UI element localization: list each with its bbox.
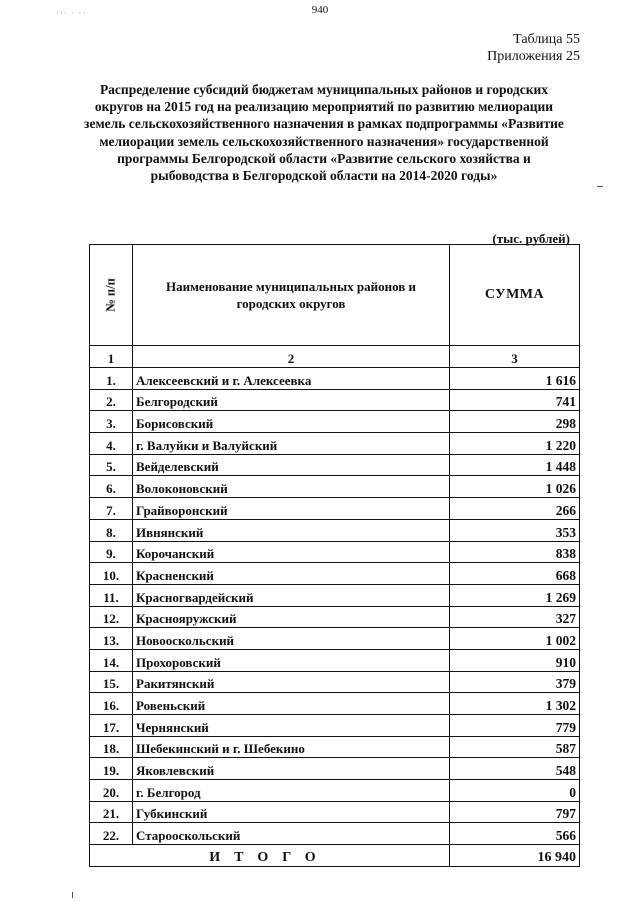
column-index: 1 — [90, 346, 133, 368]
table-row — [90, 671, 580, 693]
subsidy-amount: 327 — [450, 606, 580, 628]
table-row — [90, 823, 580, 845]
subsidy-amount: 266 — [450, 498, 580, 520]
table-row — [90, 736, 580, 758]
district-name: Корочанский — [133, 541, 450, 563]
table-row — [90, 628, 580, 650]
row-number: 22. — [90, 823, 133, 845]
column-index: 3 — [450, 346, 580, 368]
district-name: Красногвардейский — [133, 584, 450, 606]
appendix-label: Приложения 25 — [487, 49, 580, 64]
units-label: (тыс. рублей) — [492, 231, 570, 246]
subsidy-amount: 1 448 — [450, 454, 580, 476]
district-name: Краснояружский — [133, 606, 450, 628]
row-number: 2. — [90, 389, 133, 411]
total-sum: 16 940 — [450, 845, 580, 867]
table-row — [90, 541, 580, 563]
subsidy-amount: 587 — [450, 736, 580, 758]
subsidy-amount: 797 — [450, 801, 580, 823]
row-number: 8. — [90, 519, 133, 541]
column-index-row — [90, 346, 580, 368]
row-number: 11. — [90, 584, 133, 606]
subsidy-amount: 668 — [450, 563, 580, 585]
row-number: 15. — [90, 671, 133, 693]
table-body — [90, 368, 580, 845]
district-name: Ровеньский — [133, 693, 450, 715]
subsidy-amount: 1 002 — [450, 628, 580, 650]
table-row — [90, 801, 580, 823]
row-number: 7. — [90, 498, 133, 520]
row-number: 13. — [90, 628, 133, 650]
table-row — [90, 454, 580, 476]
subsidy-amount: 379 — [450, 671, 580, 693]
district-name: Вейделевский — [133, 454, 450, 476]
district-name: Новооскольский — [133, 628, 450, 650]
table-row — [90, 389, 580, 411]
subsidy-amount: 1 616 — [450, 368, 580, 390]
table-row — [90, 758, 580, 780]
district-name: Шебекинский и г. Шебекино — [133, 736, 450, 758]
district-name: г. Белгород — [133, 780, 450, 802]
table-row — [90, 368, 580, 390]
page-number: 940 — [311, 4, 329, 16]
table-header-row — [90, 245, 580, 346]
total-row — [90, 845, 580, 867]
subsidy-amount: 779 — [450, 715, 580, 737]
subsidy-amount: 1 302 — [450, 693, 580, 715]
row-number: 12. — [90, 606, 133, 628]
row-number: 5. — [90, 454, 133, 476]
row-number: 3. — [90, 411, 133, 433]
subsidy-amount: 566 — [450, 823, 580, 845]
row-number: 16. — [90, 693, 133, 715]
subsidy-amount: 1 220 — [450, 433, 580, 455]
table-label: Таблица 55 — [513, 32, 580, 47]
table-row — [90, 411, 580, 433]
row-number: 19. — [90, 758, 133, 780]
scan-mark — [597, 186, 603, 187]
row-number: 9. — [90, 541, 133, 563]
row-number: 18. — [90, 736, 133, 758]
table-row — [90, 584, 580, 606]
subsidy-amount: 1 269 — [450, 584, 580, 606]
row-number: 1. — [90, 368, 133, 390]
row-number: 20. — [90, 780, 133, 802]
district-name: Губкинский — [133, 801, 450, 823]
district-name: Ивнянский — [133, 519, 450, 541]
subsidy-amount: 741 — [450, 389, 580, 411]
subsidy-amount: 298 — [450, 411, 580, 433]
subsidy-table — [89, 244, 580, 867]
table-row — [90, 498, 580, 520]
table-row — [90, 780, 580, 802]
row-number: 4. — [90, 433, 133, 455]
table-row — [90, 649, 580, 671]
table-row — [90, 563, 580, 585]
district-name: Алексеевский и г. Алексеевка — [133, 368, 450, 390]
table-row — [90, 715, 580, 737]
district-name: Красненский — [133, 563, 450, 585]
subsidy-amount: 838 — [450, 541, 580, 563]
scan-marks: ··· · ·· — [56, 8, 87, 18]
row-number: 6. — [90, 476, 133, 498]
district-name: Старооскольский — [133, 823, 450, 845]
district-name: Грайворонский — [133, 498, 450, 520]
district-name: г. Валуйки и Валуйский — [133, 433, 450, 455]
district-name: Прохоровский — [133, 649, 450, 671]
column-header-number-label: № п/п — [103, 278, 118, 312]
district-name: Белгородский — [133, 389, 450, 411]
column-header-sum: СУММА — [450, 245, 580, 346]
table-reference — [487, 31, 580, 65]
row-number: 21. — [90, 801, 133, 823]
table-row — [90, 693, 580, 715]
column-header-name: Наименование муниципальных районов и городских округов — [133, 245, 450, 346]
subsidy-amount: 910 — [450, 649, 580, 671]
document-title: Распределение субсидий бюджетам муниципальных районов и городских округов на 2015 год на реализацию мероприятий по развитию мелиорации земель сельскохозяйственного назначения в рамках подпрограммы «Развитие мелиорации земель сельскохозяйственного назначения» государственной программы Белгородской области «Развитие сельского хозяйства и рыбоводства в Белгородской области на 2014-2020 годы» — [84, 82, 564, 184]
table-row — [90, 519, 580, 541]
table-row — [90, 476, 580, 498]
district-name: Волоконовский — [133, 476, 450, 498]
total-label: ИТОГО — [90, 845, 450, 867]
subsidy-amount: 0 — [450, 780, 580, 802]
column-header-number — [90, 245, 133, 346]
scan-mark — [72, 892, 73, 898]
subsidy-amount: 1 026 — [450, 476, 580, 498]
row-number: 14. — [90, 649, 133, 671]
row-number: 17. — [90, 715, 133, 737]
subsidy-amount: 548 — [450, 758, 580, 780]
district-name: Ракитянский — [133, 671, 450, 693]
column-index: 2 — [133, 346, 450, 368]
district-name: Борисовский — [133, 411, 450, 433]
table-row — [90, 433, 580, 455]
district-name: Чернянский — [133, 715, 450, 737]
table-row — [90, 606, 580, 628]
district-name: Яковлевский — [133, 758, 450, 780]
subsidy-amount: 353 — [450, 519, 580, 541]
row-number: 10. — [90, 563, 133, 585]
